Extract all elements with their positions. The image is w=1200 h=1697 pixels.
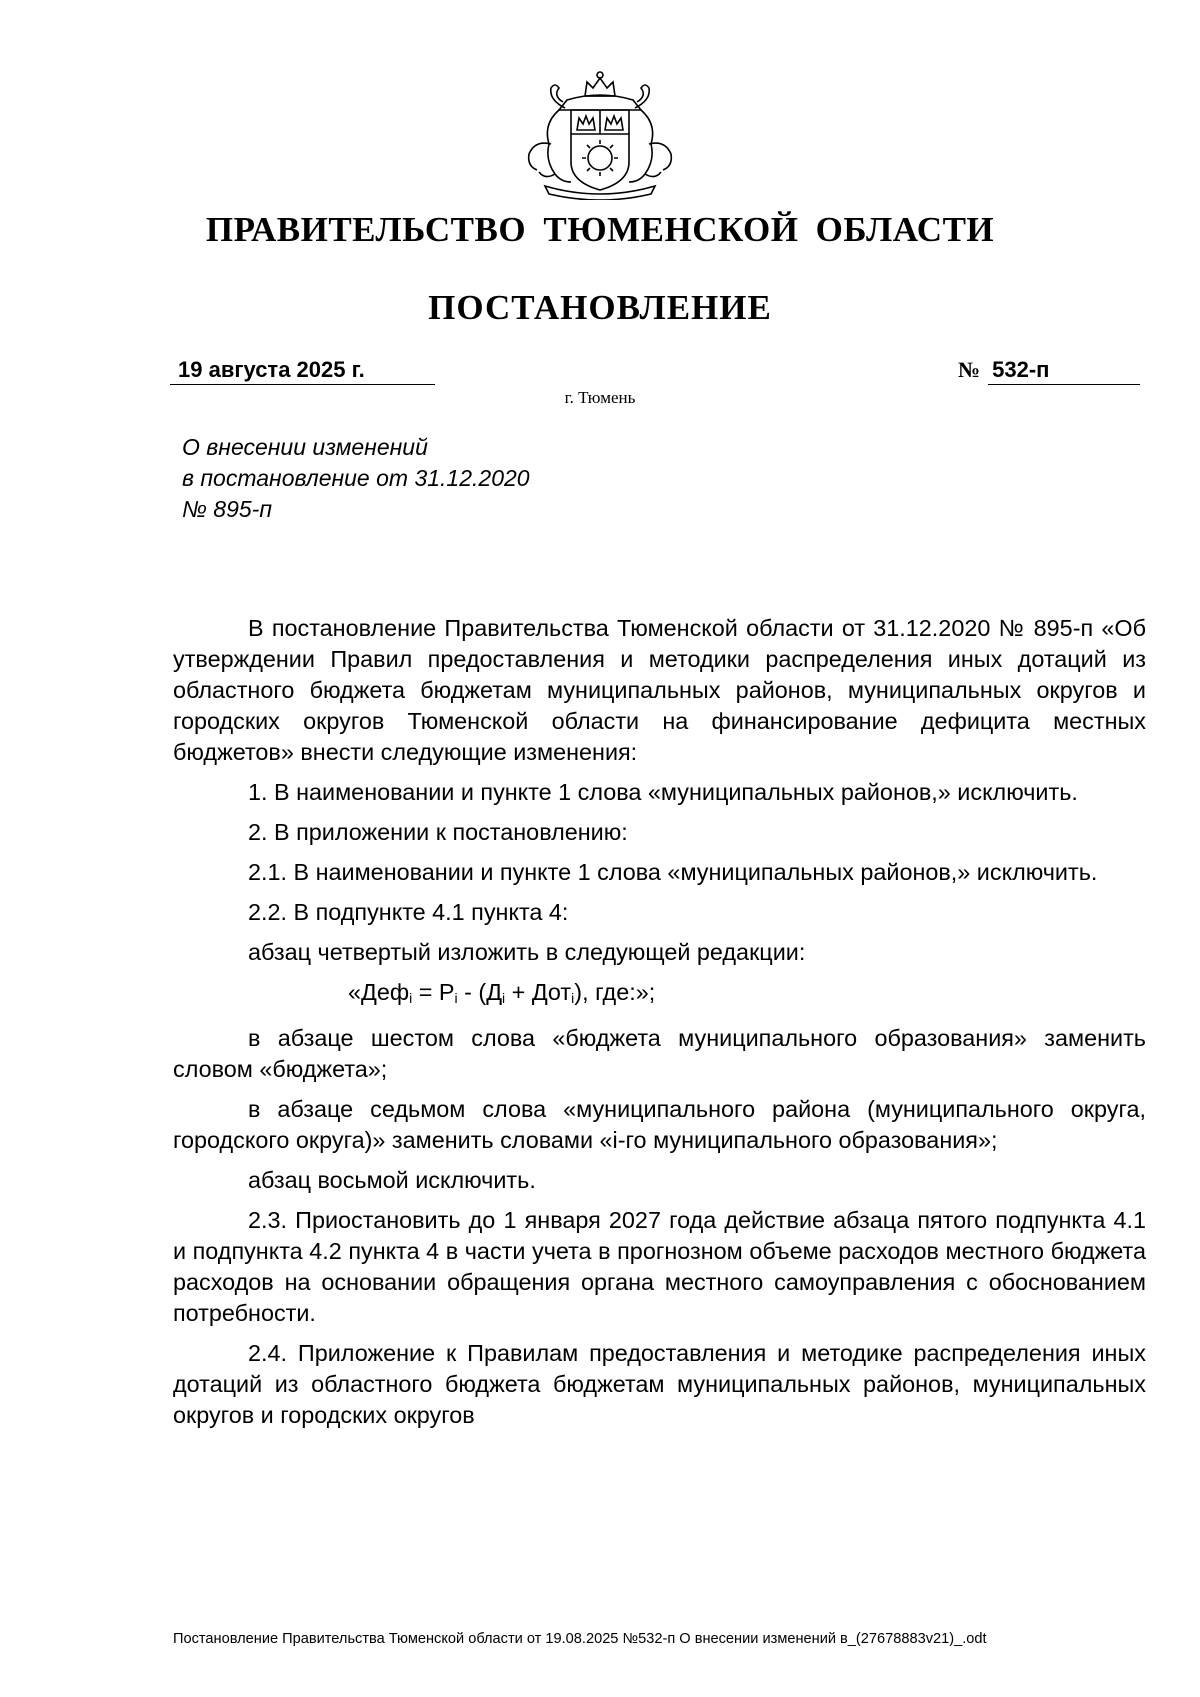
document-number: 532-п [988,356,1140,385]
paragraph: 2.4. Приложение к Правилам предоставления и методике распределения иных дотаций из областного бюджета бюджетам муниципальных районов, муниципальных округов и городских округов [173,1340,1146,1428]
document-type: ПОСТАНОВЛЕНИЕ [428,288,772,327]
subject-line: № 895-п [182,496,272,522]
document-date: 19 августа 2025 г. [170,356,435,385]
subject-line: О внесении изменений [182,434,428,460]
paragraph: абзац четвертый изложить в следующей редакции: [248,939,806,965]
subject-line: в постановление от 31.12.2020 [182,465,530,491]
page-footer: Постановление Правительства Тюменской области от 19.08.2025 №532-п О внесении изменений в_(27678883v21)_.odt [173,1631,987,1647]
paragraph: 2.2. В подпункте 4.1 пункта 4: [248,899,569,925]
document-number-block [958,356,1140,385]
number-sign: № [958,357,981,382]
paragraph: 2.1. В наименовании и пункте 1 слова «муниципальных районов,» исключить. [248,859,1098,885]
paragraph: абзац восьмой исключить. [248,1167,536,1193]
paragraph: 2. В приложении к постановлению: [248,819,628,845]
formula: «$Деф_i = P_i - (Д_i + Дот_i)$, где:»; [348,979,656,1006]
document-body [173,613,1146,1440]
coat-of-arms-icon [515,70,685,200]
document-subject [182,432,530,525]
paragraph: В постановление Правительства Тюменской области от 31.12.2020 № 895-п «Об утверждении Правил предоставления и методики распределения иных дотаций из областного бюджета бюджетам муниципальных районов, муниципальных округов и городских округов Тюменской области на финансирование дефицита местных бюджетов» внести следующие изменения: [173,615,1146,765]
city: г. Тюмень [564,388,636,407]
paragraph: 2.3. Приостановить до 1 января 2027 года действие абзаца пятого подпункта 4.1 и подпункта 4.2 пункта 4 в части учета в прогнозном объеме расходов местного бюджета расходов на основании обращения органа местного самоуправления с обоснованием потребности. [173,1207,1146,1326]
paragraph: 1. В наименовании и пункте 1 слова «муниципальных районов,» исключить. [248,779,1078,805]
paragraph: в абзаце седьмом слова «муниципального района (муниципального округа, городского округа)» заменить словами «i-го муниципального образования»; [173,1096,1146,1153]
government-title: ПРАВИТЕЛЬСТВО ТЮМЕНСКОЙ ОБЛАСТИ [205,210,995,249]
paragraph: в абзаце шестом слова «бюджета муниципального образования» заменить словом «бюджета»; [173,1025,1146,1082]
